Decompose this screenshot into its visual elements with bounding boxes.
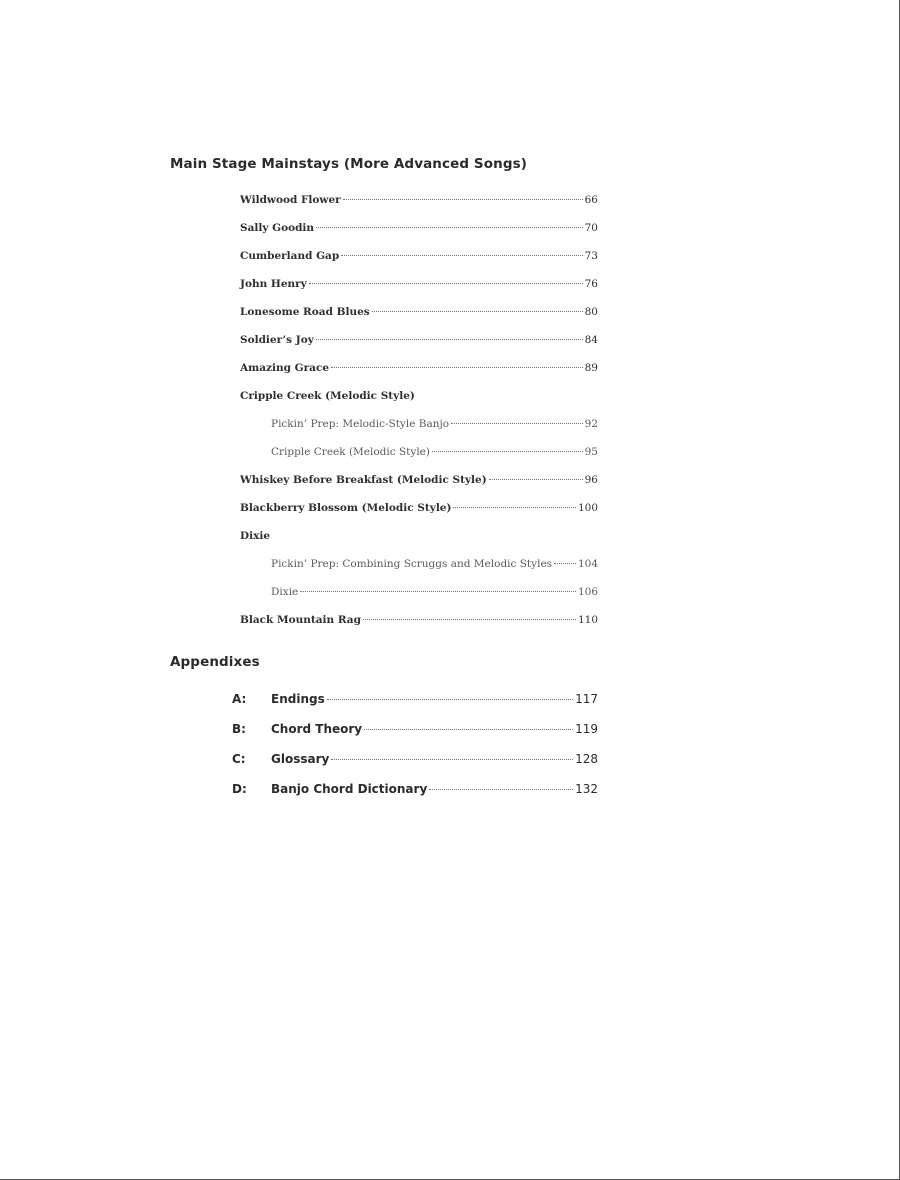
dot-leader (316, 227, 583, 228)
toc-entry-page: 80 (584, 306, 598, 318)
toc-entry[interactable] (240, 334, 598, 346)
toc-entry-page: 70 (584, 222, 598, 234)
appendix-entry[interactable] (232, 722, 598, 736)
toc-entry[interactable] (240, 194, 598, 206)
appendix-title: Chord Theory (271, 722, 363, 736)
toc-entry-title: Cripple Creek (Melodic Style) (240, 390, 415, 402)
toc-entry[interactable] (240, 362, 598, 374)
toc-entry-title: Pickin’ Prep: Melodic-Style Banjo (271, 418, 450, 430)
toc-entry-page: 66 (584, 194, 598, 206)
toc-entry[interactable] (240, 222, 598, 234)
toc-entry-title: Cumberland Gap (240, 250, 340, 262)
section-heading-main-stage: Main Stage Mainstays (More Advanced Songs) (170, 156, 528, 172)
appendix-letter: A: (232, 692, 247, 706)
dot-leader (300, 591, 576, 592)
toc-entry-title: Blackberry Blossom (Melodic Style) (240, 502, 452, 514)
dot-leader (331, 759, 573, 760)
toc-entry[interactable] (240, 502, 598, 514)
toc-entry-title: Dixie (240, 530, 271, 542)
toc-entry-page: 106 (577, 586, 598, 598)
toc-entry-page: 100 (577, 502, 598, 514)
appendix-title: Banjo Chord Dictionary (271, 782, 428, 796)
toc-entry-page: 110 (577, 614, 598, 626)
dot-leader (343, 199, 583, 200)
toc-entry-page: 92 (584, 418, 598, 430)
toc-entry[interactable] (240, 390, 598, 402)
appendix-title: Endings (271, 692, 325, 706)
appendix-entry[interactable] (232, 692, 598, 706)
toc-subentry[interactable] (271, 558, 598, 570)
toc-entry-title: Cripple Creek (Melodic Style) (271, 446, 430, 458)
toc-entry[interactable] (240, 250, 598, 262)
dot-leader (554, 563, 576, 564)
dot-leader (327, 699, 573, 700)
appendix-letter: C: (232, 752, 246, 766)
toc-entry-title: John Henry (240, 278, 307, 290)
appendix-title: Glossary (271, 752, 330, 766)
toc-entry-page: 95 (584, 446, 598, 458)
appendix-page: 119 (575, 722, 598, 736)
dot-leader (453, 507, 576, 508)
toc-subentry[interactable] (271, 418, 598, 430)
toc-entry[interactable] (240, 306, 598, 318)
toc-entry[interactable] (240, 530, 598, 542)
toc-entry[interactable] (240, 474, 598, 486)
toc-entry[interactable] (240, 614, 598, 626)
toc-entry-title: Amazing Grace (240, 362, 330, 374)
toc-entry-page: 89 (584, 362, 598, 374)
dot-leader (489, 479, 583, 480)
dot-leader (331, 367, 583, 368)
toc-entry-title: Wildwood Flower (240, 194, 341, 206)
appendix-letter: D: (232, 782, 247, 796)
dot-leader (364, 729, 573, 730)
toc-entry-page: 76 (584, 278, 598, 290)
toc-entry-title: Pickin’ Prep: Combining Scruggs and Melodic Styles (271, 558, 553, 570)
section-heading-appendixes: Appendixes (170, 654, 260, 670)
dot-leader (432, 451, 583, 452)
dot-leader (372, 311, 583, 312)
toc-entry-title: Soldier’s Joy (240, 334, 314, 346)
appendix-letter: B: (232, 722, 246, 736)
dot-leader (341, 255, 582, 256)
toc-entry-title: Whiskey Before Breakfast (Melodic Style) (240, 474, 487, 486)
appendix-entry[interactable] (232, 752, 598, 766)
toc-entry[interactable] (240, 278, 598, 290)
toc-entry-title: Sally Goodin (240, 222, 315, 234)
dot-leader (309, 283, 583, 284)
toc-entry-title: Dixie (271, 586, 299, 598)
toc-entry-page: 73 (584, 250, 598, 262)
toc-entry-title: Lonesome Road Blues (240, 306, 370, 318)
dot-leader (429, 789, 573, 790)
dot-leader (363, 619, 576, 620)
toc-entry-title: Black Mountain Rag (240, 614, 361, 626)
appendix-page: 132 (575, 782, 598, 796)
toc-entry-page: 84 (584, 334, 598, 346)
toc-entry-page: 96 (584, 474, 598, 486)
toc-subentry[interactable] (271, 446, 598, 458)
appendix-page: 117 (575, 692, 598, 706)
toc-subentry[interactable] (271, 586, 598, 598)
dot-leader (451, 423, 583, 424)
toc-entry-page: 104 (577, 558, 598, 570)
appendix-page: 128 (575, 752, 598, 766)
appendix-entry[interactable] (232, 782, 598, 796)
dot-leader (316, 339, 583, 340)
